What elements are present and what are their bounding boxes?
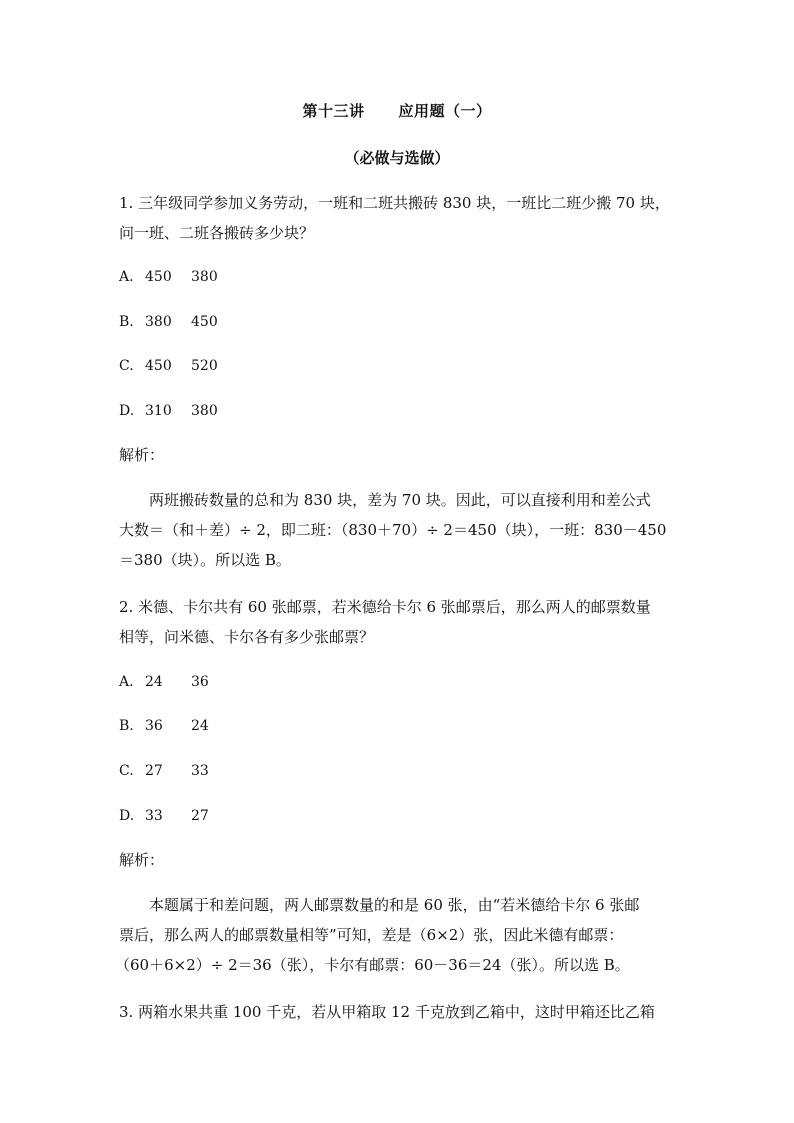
question-1-option-a: A. 450 380 — [119, 269, 218, 285]
question-2-option-a: A. 24 36 — [119, 674, 209, 690]
question-1-option-b: B. 380 450 — [119, 314, 218, 330]
question-1-analysis-line-2: 大数＝（和＋差）÷ 2，即二班：（830＋70）÷ 2＝450（块），一班：830－450 — [119, 521, 667, 539]
question-2-option-b: B. 36 24 — [119, 718, 209, 734]
question-2-analysis-line-2: 票后，那么两人的邮票数量相等”可知，差是（6×2）张，因此米德有邮票： — [119, 926, 624, 944]
lecture-number: 第十三讲 — [302, 102, 365, 120]
question-2-stem-line-1: 2. 米德、卡尔共有 60 张邮票，若米德给卡尔 6 张邮票后，那么两人的邮票数量 — [119, 598, 651, 616]
lecture-topic: 应用题（一） — [398, 102, 492, 120]
question-2-analysis-label: 解析： — [119, 851, 165, 869]
question-1-option-c: C. 450 520 — [119, 358, 218, 374]
page-subtitle: （必做与选做） — [344, 149, 450, 167]
question-2-stem-line-2: 相等，问米德、卡尔各有多少张邮票？ — [119, 628, 375, 646]
page-title — [0, 100, 794, 121]
question-1-stem-line-1: 1. 三年级同学参加义务劳动，一班和二班共搬砖 830 块，一班比二班少搬 70 块， — [119, 194, 670, 212]
question-3-stem-line-1: 3. 两箱水果共重 100 千克，若从甲箱取 12 千克放到乙箱中，这时甲箱还比乙箱 — [119, 1003, 655, 1021]
question-2-option-d: D. 33 27 — [119, 808, 209, 824]
question-2-analysis-line-3: （60＋6×2）÷ 2＝36（张），卡尔有邮票：60－36＝24（张）。所以选 B。 — [115, 956, 630, 974]
question-1-analysis-line-1: 两班搬砖数量的总和为 830 块，差为 70 块。因此，可以直接利用和差公式 — [149, 491, 651, 509]
question-2-option-c: C. 27 33 — [119, 763, 209, 779]
question-1-analysis-line-3: ＝380（块）。所以选 B。 — [119, 551, 291, 569]
question-1-analysis-label: 解析： — [119, 446, 165, 464]
question-2-analysis-line-1: 本题属于和差问题，两人邮票数量的和是 60 张，由“若米德给卡尔 6 张邮 — [149, 896, 640, 914]
question-1-stem-line-2: 问一班、二班各搬砖多少块？ — [119, 224, 315, 242]
question-1-option-d: D. 310 380 — [119, 403, 218, 419]
